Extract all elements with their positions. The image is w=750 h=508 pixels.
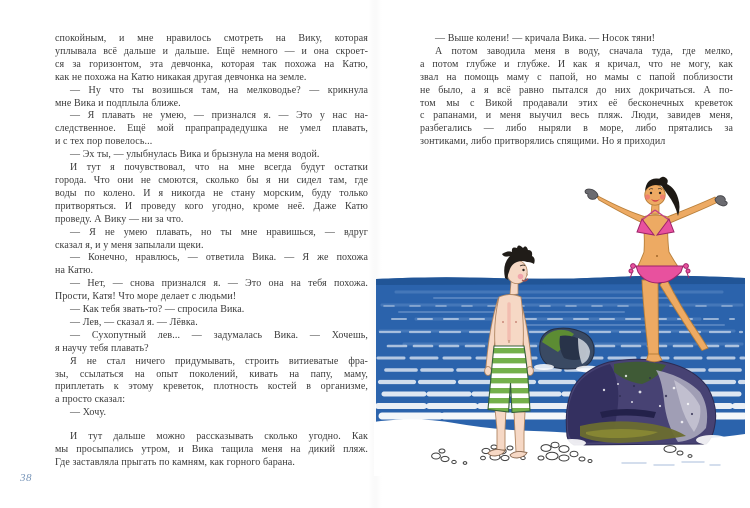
text-line: воды по колено. И я никогда не стану морским, буду только (55, 187, 368, 199)
text-line: притворяться. И проведу кого угодно, кроме неё. Даже Катю (55, 200, 368, 212)
text-line: я научу тебя плавать? (55, 342, 149, 354)
paragraph (55, 356, 368, 408)
text-line: И тут дальше можно рассказывать сколько угодно. Как (70, 431, 368, 443)
text-line: А потом заводила меня в воду, сначала туда, где мелко, (435, 45, 733, 57)
text-line: и с тех пор повелось... (55, 136, 153, 148)
beach-illustration-svg (374, 166, 748, 476)
paragraph (55, 431, 368, 470)
text-line: — Я не умею плавать, но ты мне нравишься, — вдруг (70, 226, 368, 238)
text-line: спокойным, и мне нравилось смотреть на Вику, которая (55, 33, 368, 44)
text-line: Прости, Катя! Что море делает с людьми! (55, 291, 237, 303)
girl-hand-right (715, 196, 727, 206)
paragraph (55, 407, 368, 420)
paragraph (55, 252, 368, 278)
text-line: Где заставляла прыгать по камням, как горного барана. (55, 457, 295, 468)
text-line: — Выше колени! — кричала Вика. — Носок тяни! (435, 33, 656, 44)
text-line: уплывала всё дальше и дальше. Ещё немного — и она скроет- (55, 45, 368, 57)
paragraph (55, 149, 368, 162)
paragraph (55, 85, 368, 111)
text-line: Я не стал ничего придумывать, строить витиеватые фра- (70, 355, 368, 367)
paragraph (55, 110, 368, 149)
paragraph (55, 330, 368, 356)
text-line: а просто сказал: (55, 394, 126, 406)
girl-foot (647, 354, 663, 362)
text-line: — Я плавать не умею, — признался я. — Это у нас на- (70, 110, 368, 122)
text-line: мне Вика и подплыла ближе. (55, 97, 181, 109)
paragraph (55, 227, 368, 253)
text-line: приплетать к этому креветок, плотность костей в организме, (55, 381, 368, 393)
boy-eye (522, 269, 524, 271)
text-line: — Нет, — снова признался я. — Это она на тебя похожа. (70, 278, 368, 290)
paragraph (55, 33, 368, 85)
text-line: зы, ссылаться на опыт поколений, кивать на папу, маму, (55, 368, 368, 380)
text-line: — Сухопутный лев... — задумалась Вика. — Хочешь, (70, 329, 368, 341)
paragraph (55, 317, 368, 330)
text-line: — Как тебя звать-то? — спросила Вика. (70, 304, 245, 316)
paragraph (420, 33, 733, 46)
text-line: том мы с Викой продавали этих её бесконечных креветок (420, 97, 733, 109)
left-page-text (55, 33, 368, 470)
text-line: не было, а я всё равно пытался до них докричаться. А по- (420, 84, 733, 96)
text-line: — Ну что ты возишься там, на мелководье? — крикнула (70, 84, 368, 96)
text-line: как не похожа на Катю никакая другая девчонка на земле. (55, 71, 307, 83)
text-line: следственное. Ещё мой прапрапрадедушка не умел плавать, (55, 123, 368, 135)
text-line: города. Что они не смоются, сколько бы я ни сидел там, где (55, 174, 368, 186)
right-page-text (420, 33, 733, 149)
text-line: — Конечно, нравлюсь, — ответила Вика. — Я же похожа (70, 252, 368, 264)
boy-cheek (518, 274, 524, 280)
text-line: сказал я, и у меня запылали щеки. (55, 239, 204, 251)
paragraph (55, 162, 368, 227)
text-line: — Эх ты, — улыбнулась Вика и брызнула на меня водой. (70, 149, 320, 161)
text-line: проведу. А Вику — ни за что. (55, 213, 184, 225)
girl-hand-left (585, 189, 598, 199)
text-line: — Лев, — сказал я. — Лёвка. (70, 316, 198, 328)
beach-illustration (374, 166, 748, 476)
paragraph (55, 278, 368, 304)
text-line: — Хочу. (70, 407, 107, 419)
text-line: а потом глубже и глубже. И как я кричал, что не могу, как (420, 58, 733, 70)
text-line: звал на помощь маму с папой, но мамы с папой поблизости (420, 71, 733, 83)
text-line: ся за горизонтом, эта девчонка, которая так похожа на Катю, (55, 58, 368, 70)
paragraph (420, 46, 733, 149)
paragraph (55, 304, 368, 317)
text-line: на Катю. (55, 265, 94, 277)
text-line: И тут я почувствовал, что на мне всегда будут остатки (70, 162, 368, 174)
text-line: зонтиками, либо притворялись спящими. Но я приходил (420, 136, 666, 148)
text-line: мы просыпались утром, и Вика тащила меня на дикий пляж. (55, 444, 368, 456)
boy-hand-left (485, 367, 492, 376)
text-line: с рапанами, и меня выучил весь пляж. Люди, завидев меня, (420, 110, 733, 122)
left-page-number: 38 (20, 472, 32, 484)
text-line: разбегались — либо ныряли в море, либо прятались за (420, 123, 733, 135)
girl-navel (656, 255, 658, 257)
